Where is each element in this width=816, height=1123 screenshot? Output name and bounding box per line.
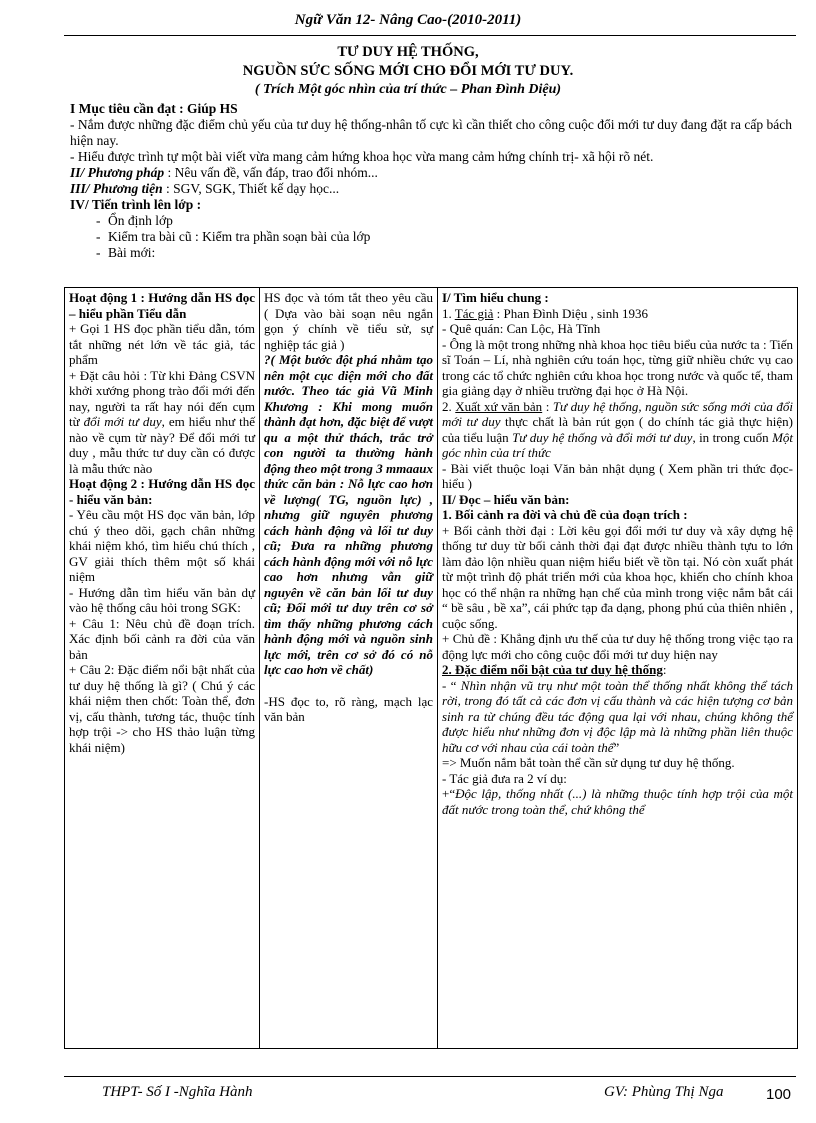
- activity-2-heading: Hoạt động 2 : Hướng dẫn HS đọc - hiểu văn bản:: [69, 476, 255, 507]
- step-marker: -: [96, 245, 101, 260]
- text: thực chất là bản rút gọn ( do chính tác giả thực hiện) của tiểu luận: [442, 414, 793, 445]
- subsection-1-heading: 1. Bối cảnh ra đời và chủ đề của đoạn trích :: [442, 507, 688, 522]
- page-number: 100: [766, 1086, 792, 1103]
- tools-line: [70, 181, 792, 197]
- footer-school: THPT- Số I -Nghĩa Hành: [102, 1084, 253, 1100]
- hometown-line: - Quê quán: Can Lộc, Hà Tĩnh: [442, 321, 601, 336]
- step-2: [70, 229, 792, 245]
- context-paragraph: + Bối cảnh thời đại : Lời kêu gọi đổi mới tư duy và xây dựng hệ thống tư duy từ bối cảnh thời đại đạt được nhiều thành tựu to lớn làm đảo lộn nhiều quan niệm hiểu biết về tồn tại. Nó còn xuất phát từ một trình độ phát triển mới của khoa học, khiến cho chính khoa học có thể nhận ra những hạn chế của mình trong việc nắm bắt cái “ bề sâu , bề xa”, cái phức tạp đa dạng, phong phú của thiên nhiên , cuộc sống.: [442, 522, 793, 631]
- objective-2: - Hiểu được trình tự một bài viết vừa mang cảm hứng khoa học vừa mang cảm hứng chính trị- xã hội rõ nét.: [70, 149, 654, 164]
- section-1-heading: I/ Tìm hiểu chung :: [442, 290, 549, 305]
- text: +“: [442, 786, 456, 801]
- method-label: II/ Phương pháp: [70, 165, 165, 180]
- activity-2-item: - Hướng dẫn tìm hiểu văn bản dự vào hệ thống câu hỏi trong SGK:: [69, 584, 255, 615]
- step-marker: -: [96, 213, 101, 228]
- text-italic: Tư duy hệ thống, nguồn sức sống mới của đổi mới tư duy: [442, 398, 793, 429]
- text-italic: Nhìn nhận vũ trụ như một toàn thể thống nhất không thể tách rời, trong đó tất cả các đơn vị cấu thành và các hiện tượng cơ bản sinh ra từ chúng đều tác động qua lại với nhau, chúng không thể được hiểu như những đơn vị độc lập mà là những phần liên thuộc hữu cơ với nhau của cái toàn thể: [442, 677, 793, 755]
- author-line: [442, 306, 793, 322]
- teacher-activity-column: [65, 288, 260, 1049]
- text-italic: đổi mới tư duy: [83, 414, 162, 429]
- content-column: [438, 288, 798, 1049]
- activity-2-item: + Câu 2: Đặc điểm nổi bật nhất của tư duy hệ thống là gì? ( Chú ý các khái niệm then chốt: Toàn thể, đơn vị, cấu thành, tương tác, thuộc tính hợp trội -> cho HS thảo luận từng khái niệm): [69, 662, 255, 755]
- title-line-1: TƯ DUY HỆ THỐNG,: [337, 44, 479, 60]
- text-bold: 2. Đặc điểm nổi bật của tư duy hệ thống: [442, 662, 663, 677]
- student-response: HS đọc và tóm tắt theo yêu cầu ( Dựa vào bài soạn nêu ngắn gọn ý chính về tiểu sử, sự nghiệp tác giả ): [264, 290, 433, 352]
- example-1: [442, 786, 793, 817]
- step-marker: -: [96, 229, 101, 244]
- method-text: : Nêu vấn đề, vấn đáp, trao đổi nhóm...: [164, 165, 378, 180]
- origin-paragraph: [442, 399, 793, 461]
- text: 1.: [442, 305, 455, 321]
- author-bio: - Ông là một trong những nhà khoa học tiêu biểu của nước ta : Tiến sĩ Toán – Lí, nhà nghiên cứu toán học, từng giữ nhiều chức vụ cao trong các tổ chức nghiên cứu khoa học trong nước và quốc tế, tham gia giảng dạy ở nhiều trường đại học ở Hà Nội.: [442, 336, 793, 398]
- tools-label: III/ Phương tiện: [70, 181, 163, 196]
- subsection-2-heading: [442, 662, 793, 678]
- text-italic: Độc lập, thống nhất (...) là những thuộc tính hợp trội của một đất nước trong toàn thể, chứ không thể: [442, 786, 793, 817]
- intro-section: [70, 101, 792, 261]
- text: 2.: [442, 398, 456, 414]
- text-underline: Tác giả: [454, 305, 494, 321]
- text-italic: Tư duy hệ thống và đổi mới tư duy: [512, 429, 693, 445]
- process-heading: IV/ Tiến trình lên lớp :: [70, 197, 202, 212]
- step-1: [70, 213, 792, 229]
- step-3: [70, 245, 792, 261]
- conclusion-line: => Muốn nắm bắt toàn thể cần sử dụng tư duy hệ thống.: [442, 755, 735, 770]
- method-line: [70, 165, 792, 181]
- text: + Đặt câu hỏi : Từ khi Đảng CSVN khởi xướng phong trào đổi mới đến nay, người ta rất hay nói đến cụm từ: [69, 367, 255, 429]
- text: - “: [442, 677, 461, 693]
- text-underline: Xuất xứ văn bản: [455, 398, 543, 414]
- objective-heading: I Mục tiêu cần đạt : Giúp HS: [70, 101, 238, 116]
- title-line-2: NGUỒN SỨC SỐNG MỚI CHO ĐỔI MỚI TƯ DUY.: [242, 63, 574, 79]
- text: , em hiểu như thế nào về cụm từ này? Để đổi mới tư duy , mẫu thức tư duy cần có được là mẫu thức nào: [69, 414, 255, 476]
- text: :: [662, 662, 667, 677]
- page-header: Ngữ Văn 12- Nâng Cao-(2010-2011): [294, 12, 522, 28]
- step-text: Kiểm tra bài cũ : Kiểm tra phần soạn bài của lớp: [108, 229, 371, 244]
- tools-text: : SGV, SGK, Thiết kế dạy học...: [162, 181, 340, 196]
- activity-1-heading: Hoạt động 1 : Hướng dẫn HS đọc – hiểu phần Tiểu dẫn: [69, 290, 255, 321]
- title-source: ( Trích Một góc nhìn của trí thức – Phan Đình Diệu): [254, 82, 562, 97]
- student-response: -HS đọc to, rõ ràng, mạch lạc văn bản: [264, 693, 433, 724]
- text: , in trong cuốn: [692, 429, 773, 445]
- examples-line: - Tác giả đưa ra 2 ví dụ:: [442, 770, 567, 786]
- step-text: Ổn định lớp: [108, 213, 173, 228]
- genre-line: - Bài viết thuộc loại Văn bản nhật dụng ( Xem phần tri thức đọc- hiểu ): [442, 460, 793, 491]
- text: : Phan Đình Diệu , sinh 1936: [493, 305, 648, 321]
- footer-teacher: GV: Phùng Thị Nga: [604, 1084, 724, 1100]
- text: ”: [613, 739, 620, 755]
- header-rule: [64, 35, 796, 36]
- theme-paragraph: + Chủ đề : Khẳng định ưu thế của tư duy hệ thống trong việc tạo ra động lực mới cho công cuộc đổi mới tư duy hiện nay: [442, 631, 793, 662]
- activity-2-item: + Câu 1: Nêu chủ đề đoạn trích. Xác định bối cảnh ra đời của văn bản: [69, 615, 255, 662]
- quote-paragraph: [442, 678, 793, 756]
- activity-1-item: + Gọi 1 HS đọc phần tiểu dẫn, tóm tắt những nét lớn về tác giả, tác phẩm: [69, 321, 255, 367]
- text: :: [542, 398, 553, 414]
- student-note: ?( Một bước đột phá nhằm tạo nên một cục diện mới cho đất nước. Theo tác giả Vũ Minh Khương : Khi mong muốn thành đạt hơn, đặc biệt để vượt qu a một thử thách, trắc trở con người ta thường hành động theo một trong 3 mmaaux thức căn bản : Nỗ lực cao hơn về lượng( TG, nguồn lực) , nhưng giữ nguyên phương cách hành động và lối tư duy cũ; Đưa ra những phương cách hành động mới với nỗ lực cao hơn nhưng vẫn giữ nguyên về căn bản lối tư duy cũ; Đổi mới tư duy trên cơ sở tìm thấy những phương cách hành động mới và nguồn sinh lực mới, trên cơ sở đó có nỗ lực cao hơn về chất): [264, 352, 433, 677]
- lesson-table: [64, 287, 798, 1049]
- section-2-heading: II/ Đọc – hiểu văn bản:: [442, 491, 570, 507]
- footer-rule: [64, 1076, 796, 1077]
- activity-1-question: [69, 368, 255, 477]
- student-activity-column: [260, 288, 438, 1049]
- step-text: Bài mới:: [108, 245, 156, 260]
- objective-1: - Nắm được những đặc điểm chủ yếu của tư duy hệ thống-nhân tố cực kì cần thiết cho công cuộc đổi mới tư duy đang đặt ra cấp bách hiện nay.: [70, 117, 792, 148]
- text-italic: Một góc nhìn của trí thức: [442, 429, 794, 460]
- activity-2-item: - Yêu cầu một HS đọc văn bản, lớp chú ý theo dõi, gạch chân những khái niệm khó, tìm hiểu chú thích , GV giải thích thêm một số khái niệm: [69, 507, 255, 584]
